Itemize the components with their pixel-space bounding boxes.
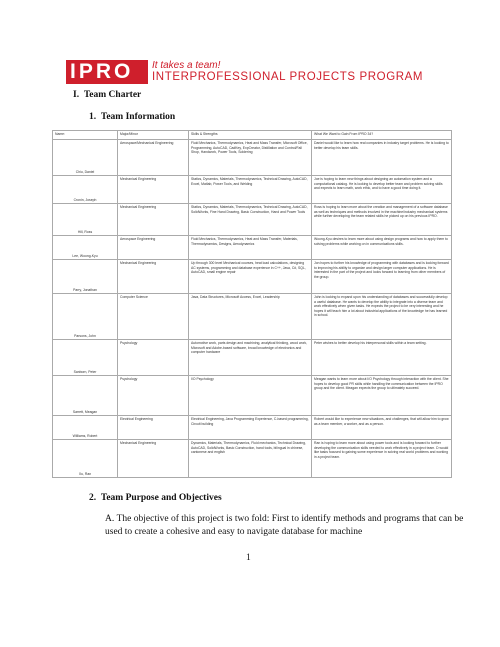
- logo-text: IPRO: [70, 60, 134, 83]
- cell-major: Computer Science: [118, 294, 189, 340]
- table-row: [53, 204, 452, 236]
- cell-goals: Woong-Kyu desires to learn more about using design programs and how to apply them to solving problems while working on in communications skills.: [312, 236, 452, 260]
- cell-goals: Ross is hoping to learn more about the creation and management of a software database as well as techniques and methods involved in the machine/industry mechanical systems while further developing the team related skills he picked up on his previous IPRO.: [312, 204, 452, 236]
- table-row: [53, 376, 452, 416]
- table-row: [53, 340, 452, 376]
- cell-skills: Up through 300 level Mechanical courses, heat load calculations, designing AC systems, programming and database experience in C++, Java, C#, SQL, AutoCAD, small engine repair: [189, 260, 312, 294]
- cell-name: Sanborn, Peter: [53, 340, 118, 376]
- cell-goals: Robert would like to experience new situations, and challenges, that will allow him to grow as a team member, a worker, and as a person.: [312, 416, 452, 440]
- cell-skills: Automotive work, parts design and machining, analytical thinking, wood work, Microsoft and Adobe-based software, broad knowledge of electronics and computer hardware: [189, 340, 312, 376]
- section-number: I.: [73, 90, 80, 100]
- cell-major: Mechanical Engineering: [118, 204, 189, 236]
- cell-major: Psychology: [118, 376, 189, 416]
- cell-skills: Statics, Dynamics, Materials, Thermodynamics, Technical Drawing, AutoCAD, SolidWorks, Fine Hand Drawing, Basic Construction, Hand and Power Tools: [189, 204, 312, 236]
- objective-paragraph: [105, 513, 470, 539]
- tagline: It takes a team!: [152, 60, 221, 71]
- cell-goals: Daniel would like to learn how real companies in industry target problems. He is looking to better develop his team skills.: [312, 140, 452, 176]
- table-row: [53, 416, 452, 440]
- cell-goals: John is looking to expand upon his understanding of databases and successfully develop a useful database. He wants to develop the ability to integrate into a diverse team and work effectively when given tasks. He expects the project to be very interesting and he hopes it will teach him a lot about industrial applications of the knowledge he has learned in school.: [312, 294, 452, 340]
- table-row: [53, 440, 452, 478]
- cell-major: Aerospace Engineering: [118, 236, 189, 260]
- subsection-heading-team-information: [89, 112, 175, 122]
- section-number: 2.: [89, 493, 97, 503]
- subsection-title: Team Information: [100, 112, 176, 122]
- paragraph-label: A.: [105, 514, 115, 524]
- cell-name: Williams, Robert: [53, 416, 118, 440]
- header-goals: What We Want to Gain From IPRO 34?: [312, 131, 452, 140]
- subsection-number: 1.: [89, 112, 97, 122]
- cell-skills: Electrical Engineering, Java Programming Experience, C-based programming, Circuit building: [189, 416, 312, 440]
- cell-name: Hill, Ross: [53, 204, 118, 236]
- cell-name: Cronin, Joseph: [53, 176, 118, 204]
- table-row: [53, 236, 452, 260]
- ipro-logo: [66, 60, 148, 84]
- program-name: INTERPROFESSIONAL PROJECTS PROGRAM: [152, 71, 424, 83]
- table-row: [53, 176, 452, 204]
- header-major: Major/Minor: [118, 131, 189, 140]
- cell-goals: Peter wishes to better develop his interpersonal skills within a team setting.: [312, 340, 452, 376]
- page-number: 1: [246, 553, 251, 563]
- cell-skills: Statics, Dynamics, Materials, Thermodynamics, Technical Drawing, AutoCAD, Excel, Matlab, Power Tools, and Welding: [189, 176, 312, 204]
- team-information-table: [52, 130, 452, 478]
- cell-goals: Jon hopes to further his knowledge of programming with databases and is looking forward to improving his ability to organize and design larger computer applications. He is interested in the part of the project and looks forward to learning from other members of the group.: [312, 260, 452, 294]
- paragraph-text: The objective of this project is two fold: First to identify methods and programs that can be used to create a cohesive and easy to navigate database for machine: [105, 514, 464, 537]
- cell-name: Chiu, Daniel: [53, 140, 118, 176]
- cell-major: Electrical Engineering: [118, 416, 189, 440]
- cell-major: Mechanical Engineering: [118, 260, 189, 294]
- table-row: [53, 140, 452, 176]
- cell-skills: Dynamics, Materials, Thermodynamics, Fluid mechanics, Technical Drawing, AutoCAD, SolidWorks, Basic Construction, hand tools, bilingual in chinese, cantonese and english: [189, 440, 312, 478]
- section-title: Team Charter: [83, 90, 142, 100]
- table-row: [53, 294, 452, 340]
- table-row: [53, 260, 452, 294]
- cell-goals: Meagan wants to learn more about I/O Psychology through interaction with the client. She hopes to develop good PR skills while handling the communication between the IPRO group and the client. Meagan expects the group to ultimately succeed.: [312, 376, 452, 416]
- section-heading-purpose: [89, 493, 222, 503]
- cell-skills: Fluid Mechanics, Thermodynamics, Heat and Mass Transfer, Materials, Thermodynamics, Designs, Aerodynamics: [189, 236, 312, 260]
- section-heading-team-charter: [73, 90, 141, 100]
- cell-name: Lee, Woong-Kyu: [53, 236, 118, 260]
- cell-name: Xu, Ran: [53, 440, 118, 478]
- header-skills: Skills & Strengths: [189, 131, 312, 140]
- section-title: Team Purpose and Objectives: [100, 493, 222, 503]
- cell-goals: Ran is hoping to learn more about using power tools and is looking forward to further developing the communication skills needed to work effectively in a project team. D would like tasks focused to gaining some experience in solving real world problems and working in a project team.: [312, 440, 452, 478]
- ipro-banner: [66, 60, 427, 84]
- cell-name: Parry, Jonathan: [53, 260, 118, 294]
- cell-name: Sarrett, Meagan: [53, 376, 118, 416]
- header-name: Name:: [53, 131, 118, 140]
- cell-major: Mechanical Engineering: [118, 440, 189, 478]
- cell-skills: Java, Data Structures, Microsoft Access, Excel, Leadership: [189, 294, 312, 340]
- cell-major: Mechanical Engineering: [118, 176, 189, 204]
- table-header-row: [53, 131, 452, 140]
- cell-major: Aerospace/Mechanical Engineering: [118, 140, 189, 176]
- cell-major: Psychology: [118, 340, 189, 376]
- cell-skills: I/O Psychology: [189, 376, 312, 416]
- cell-skills: Fluid Mechanics, Thermodynamics, Heat and Mass Transfer, Microsoft Office, Programming, AutoCAD, CadKey, ExpCreator, Distillation and Control/Fall Shop, Handwork, Power Tools, Soldering: [189, 140, 312, 176]
- cell-goals: Joe is hoping to learn new things about designing an automation system and a computational catalog. He is looking to develop better team and problem solving skills and expects to learn math, work ethic, and to have a good time doing it.: [312, 176, 452, 204]
- cell-name: Parsons, John: [53, 294, 118, 340]
